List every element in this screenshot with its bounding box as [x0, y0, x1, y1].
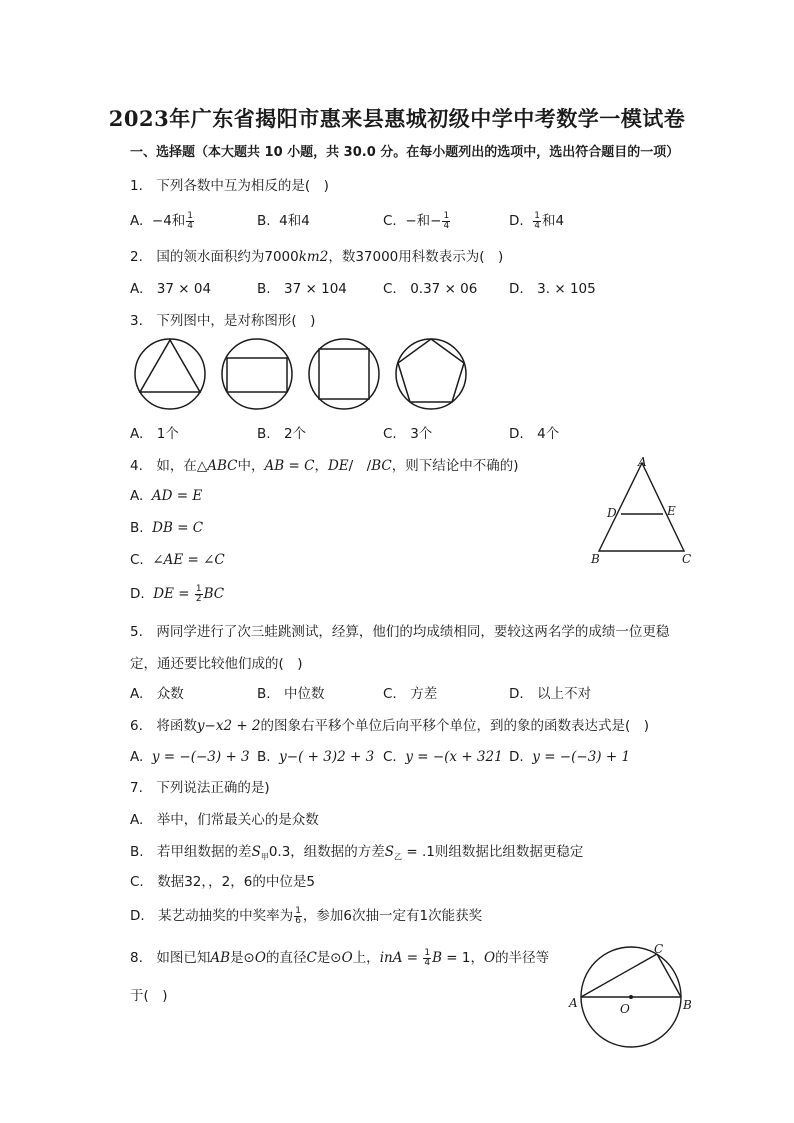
q5-option-c[interactable]: C. 方差 — [383, 686, 438, 702]
question-7-stem: 7. 下列说法正确的是) — [130, 780, 270, 796]
q6-option-d[interactable]: D. y = −(−3) + 1 — [509, 749, 631, 765]
q4-option-b[interactable]: B. DB = C — [130, 520, 204, 536]
label-a: A — [569, 996, 578, 1010]
q6-option-b[interactable]: B. y−( + 3)2 + 3 — [257, 749, 375, 765]
fraction: $\frac{1}{6}$ — [295, 905, 301, 926]
question-2-stem: 2. 国的领水面积约为7000km2，数37000用科数表示为( ) — [130, 249, 504, 265]
fraction: $\frac{1}{4}$ — [534, 210, 541, 231]
q7-option-b[interactable]: B. 若甲组数据的差$S_甲0.3$，组数据的方差$S_乙 = .1$则组数据比组数据更稳定 — [130, 844, 584, 862]
question-3-stem: 3. 下列图中，是对称图形( ) — [130, 313, 316, 329]
q4-triangle-figure — [585, 455, 700, 570]
circle-pentagon-figure — [396, 339, 466, 409]
fraction: $\frac{1}{2}$ — [195, 583, 202, 604]
label-e: E — [667, 504, 676, 518]
page-title: 2023年广东省揭阳市惠来县惠城初级中学中考数学一模试卷 — [108, 106, 686, 131]
label-d: D — [607, 506, 617, 520]
label-o: O — [620, 1002, 630, 1016]
q1-option-a[interactable]: A. −4和 $\frac{1}{4}$ — [130, 210, 194, 231]
question-5-stem-line1: 5. 两同学进行了次三蛙跳测试，经算，他们的均成绩相同，要较这两名学的成绩一位更稳 — [130, 624, 670, 640]
question-4-stem: 4. 如，在△ABC中，AB = C，DE/ /BC，则下结论中不确的) — [130, 458, 519, 474]
q5-option-a[interactable]: A. 众数 — [130, 686, 184, 702]
fraction: $\frac{1}{4}$ — [187, 210, 194, 231]
circle-rectangle-figure — [222, 339, 292, 409]
q2-option-a[interactable]: A. 37 × 04 — [130, 281, 212, 297]
question-5-stem-line2: 定，通还要比较他们成的( ) — [130, 656, 303, 672]
q4-option-d[interactable]: D. DE = $\frac{1}{2}$ BC — [130, 583, 225, 604]
q3-option-b[interactable]: B. 2个 — [257, 426, 307, 442]
label-c: C — [654, 942, 664, 956]
q4-option-a[interactable]: A. AD = E — [130, 488, 203, 504]
q4-option-c[interactable]: C. ∠AE = ∠C — [130, 552, 225, 568]
q3-figures — [130, 336, 475, 416]
q7-option-a[interactable]: A. 举中，们常最关心的是众数 — [130, 812, 319, 828]
question-6-stem: 6. 将函数y−x2 + 2的图象右平移个单位后向平移个单位，到的象的函数表达式是( ) — [130, 718, 650, 734]
label-a: A — [638, 455, 647, 469]
q8-circle-figure — [565, 940, 695, 1052]
q3-option-d[interactable]: D. 4个 — [509, 426, 560, 442]
circle-triangle-figure — [135, 339, 205, 409]
label-c: C — [682, 552, 692, 566]
question-8-stem-line2: 于( ) — [130, 988, 168, 1004]
q5-option-b[interactable]: B. 中位数 — [257, 686, 325, 702]
fraction: $\frac{1}{4}$ — [443, 210, 450, 231]
label-b: B — [683, 998, 692, 1012]
center-point — [629, 995, 633, 999]
q6-option-a[interactable]: A. y = −(−3) + 3 — [130, 749, 250, 765]
q2-option-b[interactable]: B. 37 × 104 — [257, 281, 347, 297]
q3-option-a[interactable]: A. 1个 — [130, 426, 179, 442]
section-heading: 一、选择题（本大题共 10 小题，共 30.0 分。在每小题列出的选项中，选出符合题目的一项） — [130, 145, 680, 160]
q3-option-c[interactable]: C. 3个 — [383, 426, 433, 442]
q7-option-d[interactable]: D. 某艺动抽奖的中奖率为 $\frac{1}{6}$ ，参加6次抽一定有1次能获奖 — [130, 905, 483, 926]
q2-option-d[interactable]: D. 3. × 105 — [509, 281, 596, 297]
q7-option-c[interactable]: C. 数据32，，2，6的中位是5 — [130, 874, 315, 890]
q1-option-c[interactable]: C. −和− $\frac{1}{4}$ — [383, 210, 450, 231]
q1-option-b[interactable]: B. 4和4 — [257, 213, 310, 229]
q5-option-d[interactable]: D. 以上不对 — [509, 686, 592, 702]
question-8-stem-line1: 8. 如图已知AB是⊙O的直径C是⊙O上，inA = $\frac{1}{4}$ B = 1，O的半径等 — [130, 947, 550, 968]
q2-option-c[interactable]: C. 0.37 × 06 — [383, 281, 478, 297]
fraction: $\frac{1}{4}$ — [424, 947, 431, 968]
q1-option-d[interactable]: D. $\frac{1}{4}$ 和4 — [509, 210, 565, 231]
q6-option-c[interactable]: C. y = −(x + 321 — [383, 749, 503, 765]
question-1-stem: 1. 下列各数中互为相反的是( ) — [130, 178, 329, 194]
label-b: B — [591, 552, 600, 566]
circle-square-figure — [309, 339, 379, 409]
